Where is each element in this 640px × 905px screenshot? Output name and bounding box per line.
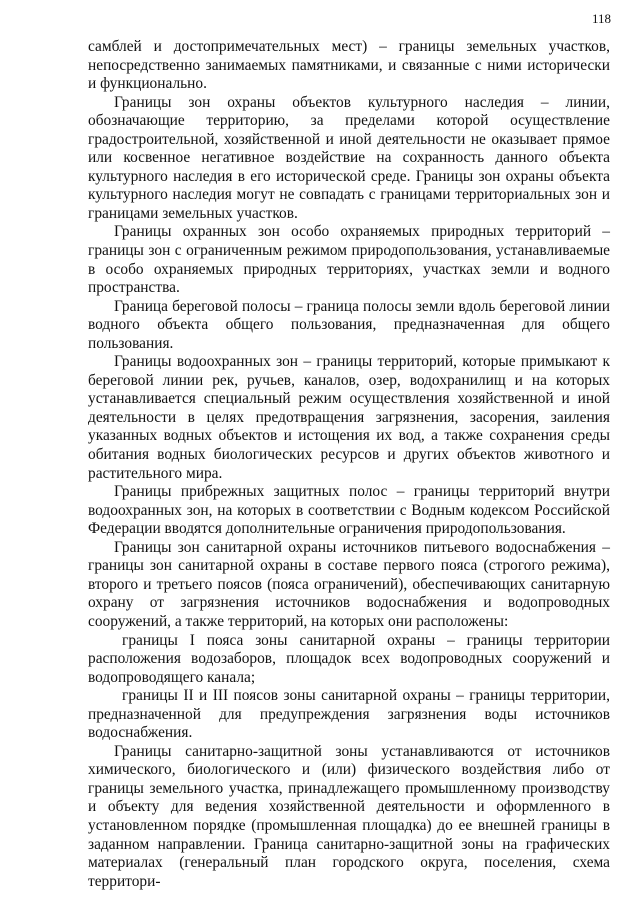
paragraph-belt-one: границы I пояса зоны санитарной охраны – границы территории расположения водозаборов, площадок всех водопроводных сооружений и водопроводящего канала; — [88, 631, 610, 686]
paragraph-continuation: самблей и достопримечательных мест) – границы земельных участков, непосредственно занимаемых памятниками, и связанные с ними исторически и функционально. — [88, 38, 610, 93]
page-number: 118 — [591, 11, 611, 26]
paragraph-cultural-heritage-zones: Границы зон охраны объектов культурного наследия – линии, обозначающие территорию, за пределами которой осуществление градостроительной, хозяйственной и иной деятельности не оказывает прямое или косвенное негативное воздействие на сохранность данного объекта культурного наследия в его исторической среде. Границы зон охраны объекта культурного наследия могут не совпадать с границами территориальных зон и границами земельных участков. — [88, 93, 610, 222]
paragraph-belts-two-three: границы II и III поясов зоны санитарной охраны – границы территории, предназначенной для предупреждения загрязнения воды источников водоснабжения. — [88, 687, 610, 742]
body-text — [88, 38, 610, 891]
paragraph-shore-strip: Граница береговой полосы – граница полосы земли вдоль береговой линии водного объекта общего пользования, предназначенная для общего пользования. — [88, 297, 610, 352]
paragraph-sanitary-buffer-zone: Границы санитарно-защитной зоны устанавливаются от источников химического, биологического и (или) физического воздействия либо от границы земельного участка, принадлежащего промышленному производству и объекту для ведения хозяйственной деятельности и оформленного в установленном порядке (промышленная площадка) до ее внешней границы в заданном направлении. Граница санитарно-защитной зоны на графических материалах (генеральный план городского округа, поселения, схема территори- — [88, 742, 610, 890]
paragraph-protected-natural-areas: Границы охранных зон особо охраняемых природных территорий – границы зон с ограниченным режимом природопользования, устанавливаемые в особо охраняемых природных территориях, участках земли и водного пространства. — [88, 223, 610, 297]
paragraph-coastal-protective-strips: Границы прибрежных защитных полос – границы территорий внутри водоохранных зон, на которых в соответствии с Водным кодексом Российской Федерации вводятся дополнительные ограничения природопользования. — [88, 483, 610, 538]
paragraph-sanitary-protection-zones: Границы зон санитарной охраны источников питьевого водоснабжения – границы зон санитарной охраны в составе первого пояса (строгого режима), второго и третьего поясов (пояса ограничений), обеспечивающих санитарную охрану от загрязнения источников водоснабжения и водопроводных сооружений, а также территорий, на которых они расположены: — [88, 538, 610, 630]
paragraph-water-protection-zones: Границы водоохранных зон – границы территорий, которые примыкают к береговой линии рек, ручьев, каналов, озер, водохранилищ и на которых устанавливается специальный режим осуществления хозяйственной и иной деятельности в целях предотвращения загрязнения, засорения, заиления указанных водных объектов и истощения их вод, а также сохранения среды обитания водных биологических ресурсов и других объектов животного и растительного мира. — [88, 353, 610, 482]
